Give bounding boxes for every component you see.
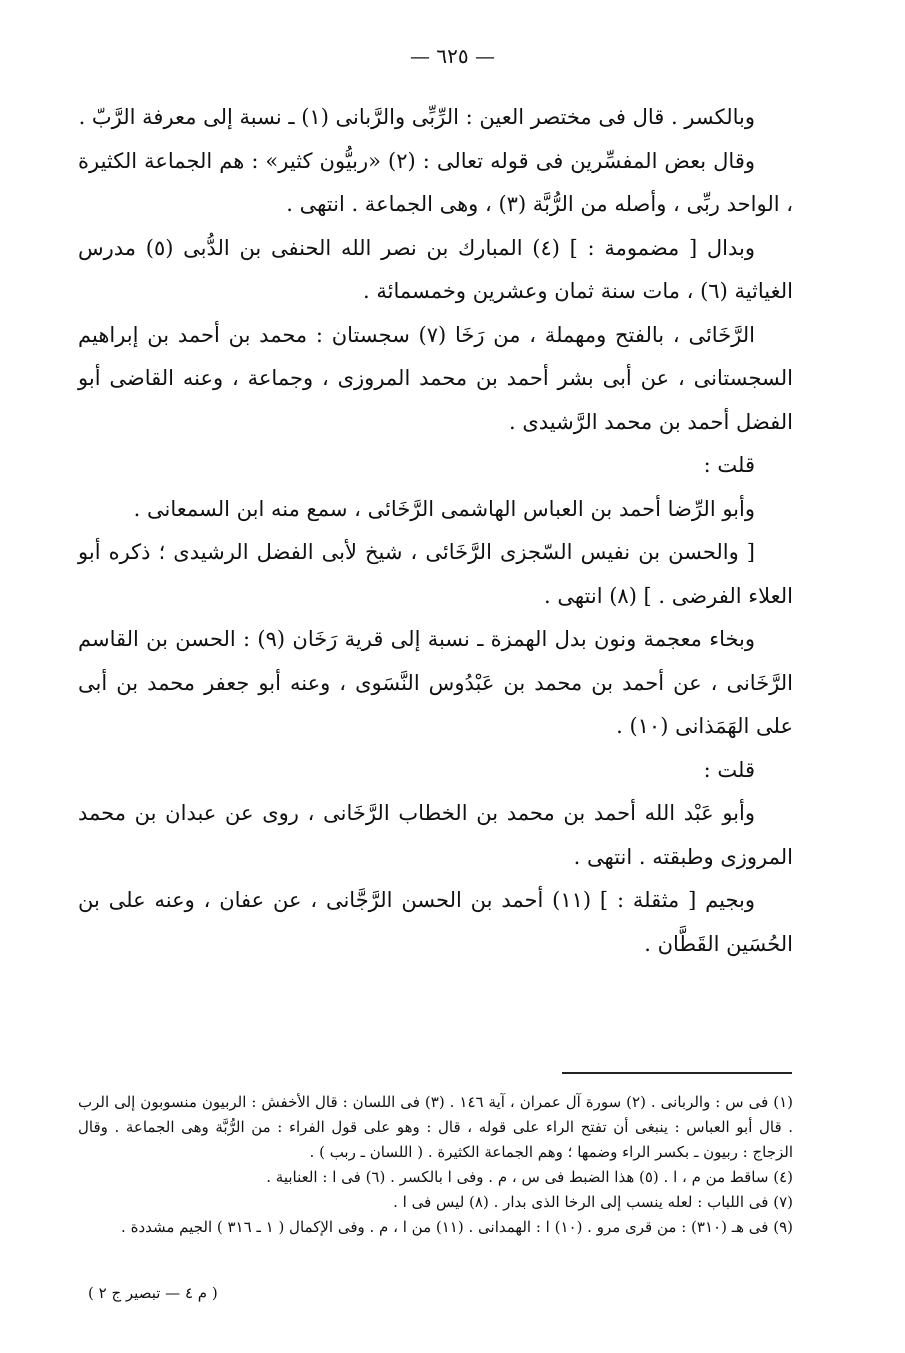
paragraph: وقال بعض المفسِّرين فى قوله تعالى : (٢) «ربيُّون كثير» : هم الجماعة الكثيرة ، الواحد ربِّى ، وأصله من الرُّبَّة (٣) ، وهى الجماعة . انتهى . bbox=[78, 148, 793, 216]
footnote: (٧) فى اللباب : لعله ينسب إلى الرخا الذى بدار . (٨) ليس فى ا . bbox=[393, 1193, 793, 1211]
main-text bbox=[78, 96, 793, 966]
signature-mark: ( م ٤ — تبصير ج ٢ ) bbox=[88, 1284, 218, 1302]
footnotes bbox=[78, 1090, 793, 1240]
page-number: — ٦٢٥ — bbox=[410, 44, 495, 68]
paragraph: [ والحسن بن نفيس السّجزى الرَّخَائى ، شيخ لأبى الفضل الرشيدى ؛ ذكره أبو العلاء الفرضى . ] (٨) انتهى . bbox=[78, 540, 793, 608]
paragraph: الرَّخَائى ، بالفتح ومهملة ، من رَخَا (٧) سجستان : محمد بن أحمد بن إبراهيم السجستانى ، عن أبى بشر أحمد بن محمد المروزى ، وجماعة ، وعنه القاضى أبو الفضل أحمد بن محمد الرَّشيدى . bbox=[78, 322, 793, 434]
paragraph: وأبو الرِّضا أحمد بن العباس الهاشمى الرَّخَائى ، سمع منه ابن السمعانى . bbox=[133, 496, 755, 521]
footnote: (٤) ساقط من م ، ا . (٥) هذا الضبط فى س ، م . وفى ا بالكسر . (٦) فى ا : العنابية . bbox=[266, 1168, 793, 1186]
paragraph: وبخاء معجمة ونون بدل الهمزة ـ نسبة إلى قرية رَخَان (٩) : الحسن بن القاسم الرَّخَانى ، عن أحمد بن محمد بن عَبْدُوس النَّسَوى ، وعنه أبو جعفر محمد بن أبى على الهَمَذانى (١٠) . bbox=[78, 627, 793, 738]
footnote: (٩) فى هـ (٣١٠) : من قرى مرو . (١٠) ا : الهمدانى . (١١) من ا ، م . وفى الإكمال ( ١ ـ ٣١٦ ) الجيم مشددة . bbox=[121, 1218, 793, 1236]
paragraph-heading: قلت : bbox=[703, 453, 755, 477]
footnote-separator bbox=[562, 1072, 792, 1074]
paragraph: وبدال [ مضمومة : ] (٤) المبارك بن نصر الله الحنفى بن الدُّبى (٥) مدرس الغياثية (٦) ، مات سنة ثمان وعشرين وخمسمائة . bbox=[78, 235, 793, 303]
paragraph: وبجيم [ مثقلة : ] (١١) أحمد بن الحسن الرَّجَّانى ، عن عفان ، وعنه على بن الحُسَين القَطَّان . bbox=[78, 888, 793, 956]
paragraph-heading: قلت : bbox=[703, 757, 755, 782]
paragraph: وأبو عَبْد الله أحمد بن محمد بن الخطاب الرَّخَانى ، روى عن عبدان بن محمد المروزى وطبقته . انتهى . bbox=[78, 801, 793, 869]
footnote: (١) فى س : والربانى . (٢) سورة آل عمران ، آية ١٤٦ . (٣) فى اللسان : قال الأخفش : الربيون منسوبون إلى الرب . قال أبو العباس : ينبغى أن تفتح الراء على قوله ، قال : وهو على قول الفراء : من الرُّبَّة وهى الجماعة . وقال الزجاج : ربيون ـ بكسر الراء وضمها ؛ وهم الجماعة الكثيرة . ( اللسان ـ ربب ) . bbox=[78, 1093, 793, 1161]
paragraph: وبالكسر . قال فى مختصر العين : الرِّبِّى والرَّبانى (١) ـ نسبة إلى معرفة الرَّبّ . bbox=[78, 105, 755, 129]
